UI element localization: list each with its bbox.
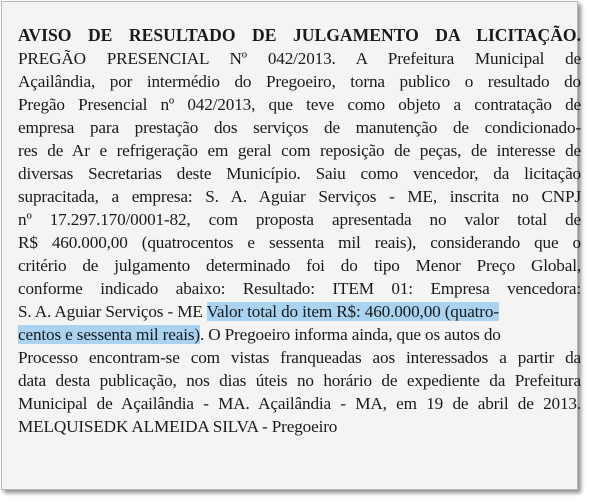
notice-line-result bbox=[18, 300, 581, 323]
notice-line-result-cont bbox=[18, 323, 581, 346]
notice-line: conforme indicado abaixo: Resultado: ITEM 01: Empresa vencedora: bbox=[18, 279, 581, 298]
notice-line: Processo encontram-se com vistas franqueadas aos interessados a partir da bbox=[18, 348, 581, 367]
notice-line: Pregão Presencial nº 042/2013, que teve como objeto a contratação de bbox=[18, 95, 581, 114]
result-company: S. A. Aguiar Serviços - ME bbox=[18, 302, 207, 321]
notice-line: data desta publicação, nos dias úteis no horário de expediente da Prefeitura bbox=[18, 371, 581, 390]
notice-line: diversas Secretarias deste Município. Saiu como vencedor, da licitação bbox=[18, 164, 581, 183]
notice-line: R$ 460.000,00 (quatrocentos e sessenta mil reais), considerando que o bbox=[18, 233, 581, 252]
notice-heading: AVISO DE RESULTADO DE JULGAMENTO DA LICITAÇÃO. bbox=[18, 25, 581, 45]
notice-text bbox=[18, 24, 581, 474]
notice-line: nº 17.297.170/0001-82, com proposta apresentada no valor total de bbox=[18, 210, 581, 229]
notice-line: Municipal de Açailândia - MA. Açailândia - MA, em 19 de abril de 2013. bbox=[18, 394, 581, 413]
notice-line: critério de julgamento determinado foi do tipo Menor Preço Global, bbox=[18, 256, 581, 275]
highlighted-value: Valor total do item R$: 460.000,00 (quatro- bbox=[206, 302, 499, 321]
notice-line: PREGÃO PRESENCIAL Nº 042/2013. A Prefeitura Municipal de bbox=[18, 49, 581, 68]
notice-line-rest: . O Pregoeiro informa ainda, que os autos do bbox=[199, 325, 501, 344]
notice-line: empresa para prestação dos serviços de manutenção de condicionado- bbox=[18, 118, 581, 137]
signature: MELQUISEDK ALMEIDA SILVA - Pregoeiro bbox=[18, 417, 338, 436]
notice-line: supracitada, a empresa: S. A. Aguiar Serviços - ME, inscrita no CNPJ bbox=[18, 187, 581, 206]
notice-line: Açailândia, por intermédio do Pregoeiro, torna publico o resultado do bbox=[18, 72, 581, 91]
highlighted-value-cont: centos e sessenta mil reais) bbox=[18, 325, 200, 344]
notice-line: res de Ar e refrigeração em geral com reposição de peças, de interesse de bbox=[18, 141, 581, 160]
notice-frame bbox=[1, 1, 581, 490]
